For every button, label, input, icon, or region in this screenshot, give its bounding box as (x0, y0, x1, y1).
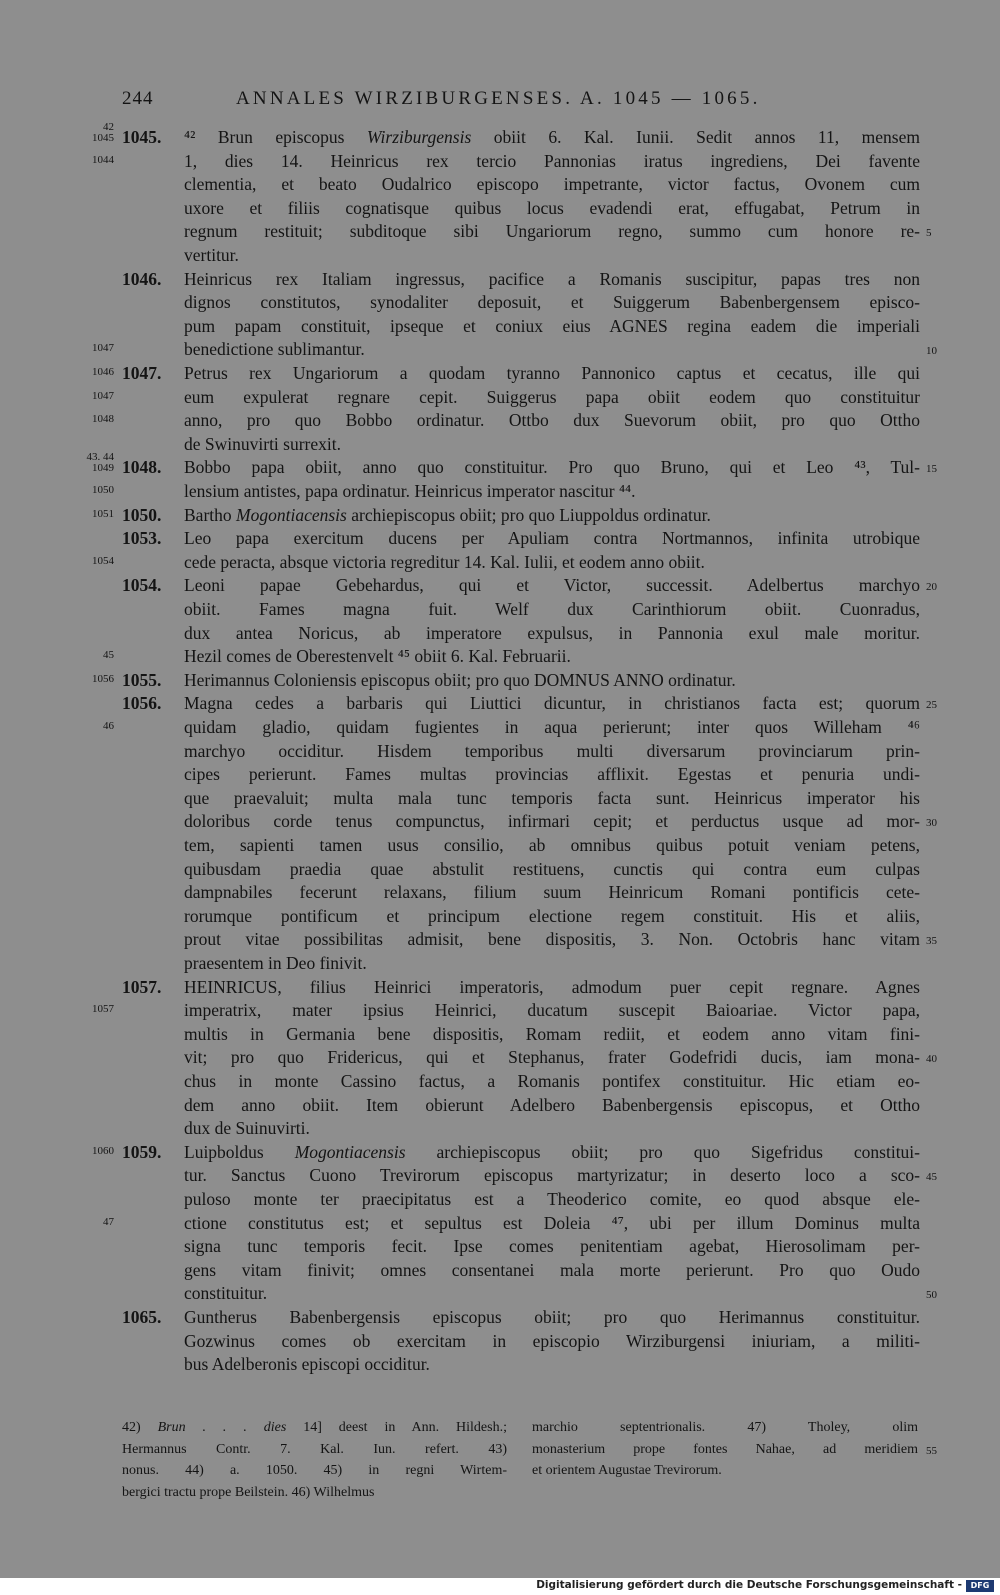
line-text: clementia, et beato Oudalrico episcopo impetrante, victor factus, Ovonem cum (184, 174, 920, 195)
text-line (0, 244, 1000, 268)
text-line (0, 551, 1000, 575)
line-text: uxore et filiis cognatisque quibus locus evadendi erat, effugabat, Petrum in (184, 197, 920, 218)
line-text: de Swinuvirti surrexit. (184, 433, 341, 454)
text-line (0, 315, 1000, 339)
line-text: benedictione sublimantur. (184, 339, 365, 360)
line-text: signa tunc temporis fecit. Ipse comes penitentiam agebat, Hierosolimam per- (184, 1236, 920, 1257)
page-number: 244 (122, 88, 154, 109)
text-line (0, 787, 1000, 811)
margin-reference: 1047 (92, 389, 114, 402)
text-line (0, 173, 1000, 197)
line-text: prout vitae possibilitas admisit, bene dispositis, 3. Non. Octobris hanc vitam (184, 929, 920, 950)
text-line (0, 362, 1000, 386)
line-text: dux de Suinuvirti. (184, 1118, 310, 1139)
text-line (0, 976, 1000, 1000)
footnote-line: et orientem Augustae Trevirorum. (532, 1463, 722, 1478)
margin-reference: 1050 (92, 484, 114, 496)
text-line (0, 451, 1000, 480)
line-text: que praevaluit; multa mala tunc temporis facta sunt. Heinricus imperator his (184, 787, 920, 808)
footnote-line: bergici tractu prope Beilstein. 46) Wilhelmus (122, 1484, 375, 1500)
line-text: Leo papa exercitum ducens per Apuliam contra Nortmannos, infinita utrobique (184, 528, 920, 549)
text-line (0, 574, 1000, 598)
line-text: eum expulerat regnare cepit. Suiggerus papa obiit eodem quo constituitur (184, 386, 920, 407)
margin-reference: 1057 (92, 1003, 114, 1016)
text-line (0, 622, 1000, 646)
text-line (0, 1046, 1000, 1070)
line-number: 5 (926, 227, 932, 240)
margin-reference: 1044 (92, 153, 114, 166)
footnote-line: 42) Brun . . . dies 14] deest in Ann. Hildesh.; (122, 1420, 507, 1435)
margin-reference: 1060 (92, 1144, 114, 1157)
line-number: 50 (926, 1289, 937, 1302)
footnote-line: Hermannus Contr. 7. Kal. Iun. refert. 43) (122, 1441, 507, 1457)
line-number: 20 (926, 581, 937, 594)
line-number: 25 (926, 699, 937, 712)
line-text: cede peracta, absque victoria regreditur 14. Kal. Iulii, et eodem anno obiit. (184, 551, 705, 572)
margin-reference: 46 (103, 720, 114, 732)
line-text: Luipboldus Mogontiacensis archiepiscopus obiit; pro quo Sigefridus constitui- (184, 1141, 921, 1162)
line-text: anno, pro quo Bobbo ordinatur. Ottbo dux Suevorum obiit, pro quo Ottho (184, 410, 920, 431)
line-text: Hezil comes de Oberestenvelt ⁴⁵ obiit 6. Kal. Februarii. (184, 646, 571, 667)
text-line (0, 150, 1000, 174)
text-line (0, 1212, 1000, 1236)
line-text: dignos constitutos, synodaliter deposuit, et Suiggerum Babenbergensem episco- (184, 292, 920, 313)
text-line (0, 810, 1000, 834)
text-line (0, 433, 1000, 457)
year-label: 1065. (122, 1307, 162, 1327)
line-text: rorumque pontificum et principum electione regem constituit. His et aliis, (184, 905, 920, 926)
text-line (0, 1282, 1000, 1306)
text-line (0, 1188, 1000, 1212)
margin-reference: 42 1045 (92, 121, 114, 144)
text-line (0, 716, 1000, 740)
line-text: quidam gladio, quidam fugientes in aqua perierunt; inter quos Willeham ⁴⁶ (184, 717, 920, 737)
line-number: 30 (926, 817, 937, 830)
text-line (0, 858, 1000, 882)
line-text: doloribus corde tenus compunctus, infirmari cepit; et perductus usque ad mor- (184, 811, 920, 832)
margin-reference: 1054 (92, 554, 114, 567)
line-text: pum papam constituit, ipseque et coniux eius AGNES regina eadem die imperiali (184, 315, 920, 336)
year-label: 1053. (122, 528, 162, 549)
text-line (0, 386, 1000, 410)
line-text: quibusdam praedia quae abstulit restituens, cunctis qui contra eum culpas (184, 858, 920, 879)
line-text: cipes perierunt. Fames multas provincias afflixit. Egestas et penuria undi- (184, 764, 920, 785)
text-line (0, 763, 1000, 787)
text-line (0, 480, 1000, 504)
line-text: constituitur. (184, 1283, 268, 1304)
credit-text: Digitalisierung gefördert durch die Deutsche Forschungsgemeinschaft - (536, 1579, 962, 1591)
year-label: 1046. (122, 268, 162, 289)
text-line (0, 504, 1000, 528)
year-label: 1054. (122, 575, 162, 596)
text-line (0, 645, 1000, 669)
text-line (0, 338, 1000, 362)
line-text: Bartho Mogontiacensis archiepiscopus obiit; pro quo Liuppoldus ordinatur. (184, 504, 711, 525)
margin-reference: 45 (103, 649, 114, 662)
text-line (0, 1094, 1000, 1118)
margin-reference: 43. 44 1049 (86, 451, 114, 475)
running-header (0, 84, 1000, 114)
text-line (0, 121, 1000, 150)
text-line (0, 291, 1000, 315)
year-label: 1050. (122, 504, 162, 525)
text-line (0, 834, 1000, 858)
footnote-line: nonus. 44) a. 1050. 45) in regni Wirtem- (122, 1463, 507, 1478)
text-line (0, 598, 1000, 622)
text-line (0, 1023, 1000, 1047)
digitization-credit-bar (0, 1578, 1000, 1595)
text-line (0, 409, 1000, 433)
text-line (0, 881, 1000, 905)
text-line (0, 952, 1000, 976)
line-text: marchyo occiditur. Hisdem temporibus multi diversarum provinciarum prin- (184, 740, 920, 761)
text-line (0, 999, 1000, 1023)
text-line (0, 1306, 1000, 1330)
line-number: 35 (926, 935, 937, 948)
text-line (0, 220, 1000, 244)
year-label: 1057. (122, 976, 162, 997)
line-text: chus in monte Cassino factus, a Romanis pontifex constituitur. Hic etiam eo- (184, 1071, 920, 1091)
text-line (0, 1235, 1000, 1259)
line-text: obiit. Fames magna fuit. Welf dux Carinthiorum obiit. Cuonradus, (184, 599, 920, 619)
year-label: 1045. (122, 127, 162, 147)
line-number: 40 (926, 1053, 937, 1066)
line-text: 1, dies 14. Heinricus rex tercio Pannonias iratus ingrediens, Dei favente (184, 150, 920, 171)
margin-reference: 1051 (92, 507, 114, 520)
margin-reference: 47 (103, 1215, 114, 1228)
line-text: regnum restituit; subditoque sibi Ungariorum regno, summo cum honore re- (184, 221, 920, 242)
text-line (0, 1353, 1000, 1377)
line-text: dampnabiles fecerunt relaxans, filium suum Heinricum Romani pontificis cete- (184, 882, 920, 903)
line-text: HEINRICUS, filius Heinrici imperatoris, admodum puer cepit regnare. Agnes (184, 976, 920, 997)
line-text: Herimannus Coloniensis episcopus obiit; pro quo DOMNUS ANNO ordinatur. (184, 669, 736, 690)
text-line (0, 1330, 1000, 1354)
line-text: Guntherus Babenbergensis episcopus obiit; pro quo Herimannus constituitur. (184, 1307, 920, 1327)
footnote-line-number: 55 (926, 1445, 937, 1457)
line-text: dux antea Noricus, ab imperatore expulsus, in Pannonia exul male moritur. (184, 622, 920, 643)
line-text: puloso monte ter praecipitatus est a Theoderico comite, eo quod absque ele- (184, 1189, 920, 1209)
running-title: ANNALES WIRZIBURGENSES. A. 1045 — 1065. (236, 88, 761, 109)
margin-reference: 1056 (92, 672, 114, 685)
text-line (0, 1141, 1000, 1165)
year-label: 1048. (122, 457, 162, 478)
footnotes-right-column (532, 1417, 918, 1482)
text-line (0, 692, 1000, 716)
text-line (0, 197, 1000, 221)
text-line (0, 1259, 1000, 1283)
dfg-logo: DFG (966, 1580, 994, 1592)
line-text: Petrus rex Ungariorum a quodam tyranno Pannonico captus et cecatus, ille qui (184, 363, 920, 383)
year-label: 1056. (122, 693, 162, 714)
text-line (0, 905, 1000, 929)
text-line (0, 740, 1000, 764)
line-text: ⁴² Brun episcopus Wirziburgensis obiit 6. Kal. Iunii. Sedit annos 11, mensem (184, 127, 920, 147)
text-line (0, 669, 1000, 693)
line-text: Leoni papae Gebehardus, qui et Victor, successit. Adelbertus marchyo (184, 575, 920, 596)
line-text: tem, sapienti tamen usus consilio, ab omnibus quibus potuit veniam petens, (184, 835, 920, 855)
line-number: 45 (926, 1171, 937, 1184)
line-text: vit; pro quo Fridericus, qui et Stephanus, frater Godefridi ducis, iam mona- (184, 1047, 920, 1068)
margin-reference: 1047 (92, 342, 114, 355)
text-line (0, 1117, 1000, 1141)
text-line (0, 1070, 1000, 1094)
line-text: imperatrix, mater ipsius Heinrici, ducatum suscepit Baioariae. Victor papa, (184, 1000, 920, 1021)
line-text: Heinricus rex Italiam ingressus, pacifice a Romanis suscipitur, papas tres non (184, 268, 920, 289)
year-label: 1047. (122, 363, 162, 383)
footnote-line: marchio septentrionalis. 47) Tholey, olim (532, 1420, 918, 1435)
text-line (0, 928, 1000, 952)
line-text: lensium antistes, papa ordinatur. Heinricus imperator nascitur ⁴⁴. (184, 481, 636, 501)
line-text: tur. Sanctus Cuono Trevirorum episcopus martyrizatur; in deserto loco a sco- (184, 1165, 920, 1186)
year-label: 1055. (122, 669, 162, 690)
line-text: gens vitam finivit; omnes consentanei mala morte perierunt. Pro quo Oudo (184, 1259, 920, 1280)
footnotes-left-column (122, 1417, 507, 1503)
line-text: dem anno obiit. Item obierunt Adelbero Babenbergensis episcopus, et Ottho (184, 1094, 920, 1115)
year-label: 1059. (122, 1141, 162, 1162)
line-text: multis in Germania bene dispositis, Romam rediit, et eodem anno vitam fini- (184, 1023, 920, 1044)
line-text: vertitur. (184, 245, 239, 265)
line-text: bus Adelberonis episcopi occiditur. (184, 1354, 430, 1375)
text-line (0, 268, 1000, 292)
line-number: 10 (926, 345, 937, 358)
margin-reference: 1046 (92, 366, 114, 378)
line-text: Magna cedes a barbaris qui Liuttici dicuntur, in christianos facta est; quorum (184, 693, 920, 714)
margin-reference: 1048 (92, 413, 114, 426)
line-text: ctione constitutus est; et sepultus est Doleia ⁴⁷, ubi per illum Dominus multa (184, 1212, 920, 1233)
line-text: praesentem in Deo finivit. (184, 953, 367, 973)
line-text: Bobbo papa obiit, anno quo constituitur. Pro quo Bruno, qui et Leo ⁴³, Tul- (184, 457, 920, 478)
footnote-line: monasterium prope fontes Nahae, ad meridiem (532, 1441, 918, 1457)
line-number: 15 (926, 463, 937, 476)
text-line (0, 527, 1000, 551)
line-text: Gozwinus comes ob exercitam in episcopio Wirziburgensi iniuriam, a militi- (184, 1330, 920, 1351)
text-line (0, 1164, 1000, 1188)
